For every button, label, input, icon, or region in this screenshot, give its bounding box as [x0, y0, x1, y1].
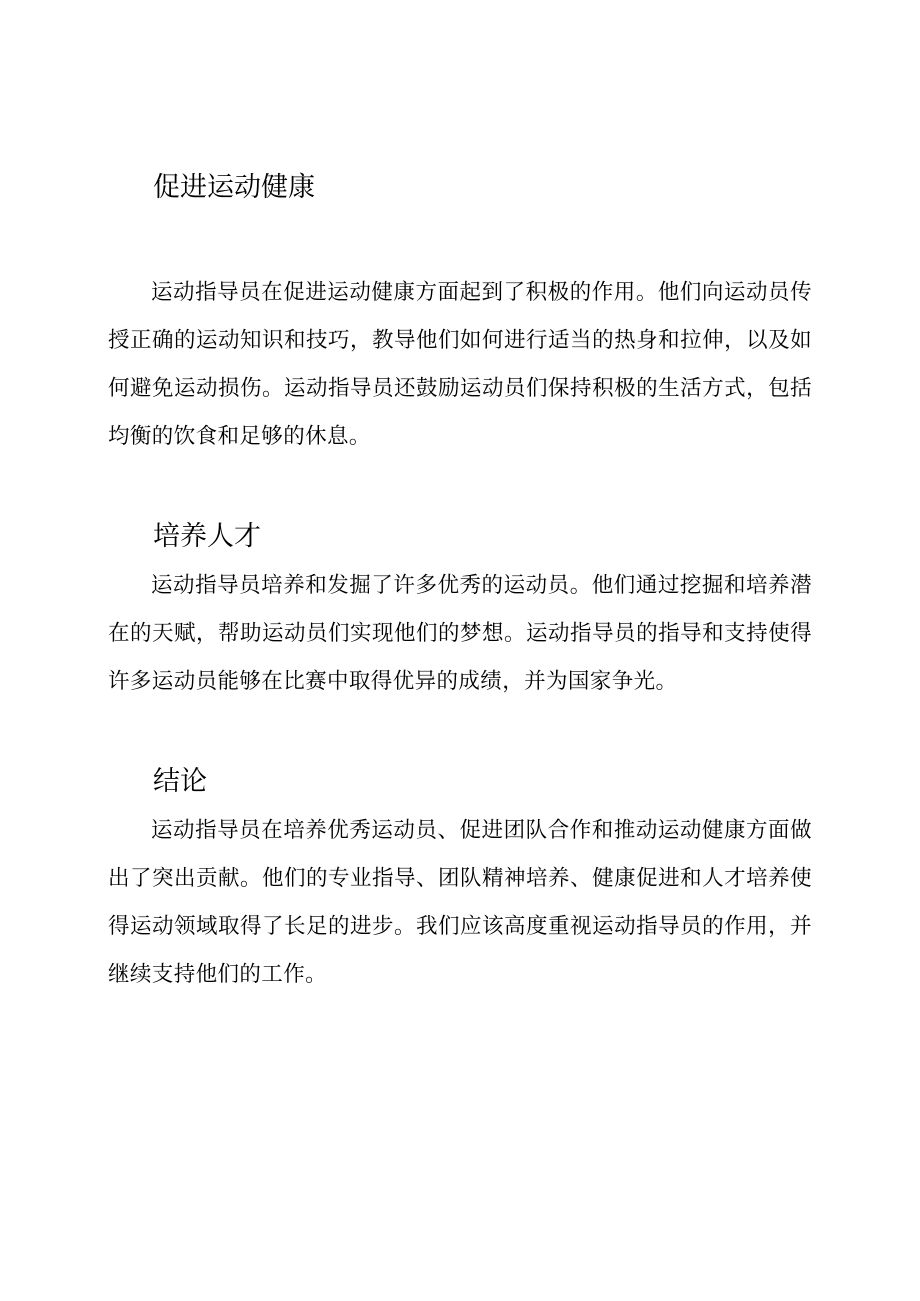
section-paragraph-conclusion: 运动指导员在培养优秀运动员、促进团队合作和推动运动健康方面做出了突出贡献。他们的专业指导、团队精神培养、健康促进和人才培养使得运动领域取得了长足的进步。我们应该高度重视运动指导员的作用，并继续支持他们的工作。 — [108, 818, 812, 987]
section-paragraph-health: 运动指导员在促进运动健康方面起到了积极的作用。他们向运动员传授正确的运动知识和技巧，教导他们如何进行适当的热身和拉伸，以及如何避免运动损伤。运动指导员还鼓励运动员们保持积极的生活方式，包括均衡的饮食和足够的休息。 — [108, 280, 812, 449]
section-heading-talent: 培养人才 — [153, 521, 261, 552]
section-heading-health: 促进运动健康 — [153, 172, 315, 203]
section-heading-conclusion: 结论 — [153, 766, 207, 797]
section-paragraph-talent: 运动指导员培养和发掘了许多优秀的运动员。他们通过挖掘和培养潜在的天赋，帮助运动员们实现他们的梦想。运动指导员的指导和支持使得许多运动员能够在比赛中取得优异的成绩，并为国家争光。 — [108, 573, 812, 694]
